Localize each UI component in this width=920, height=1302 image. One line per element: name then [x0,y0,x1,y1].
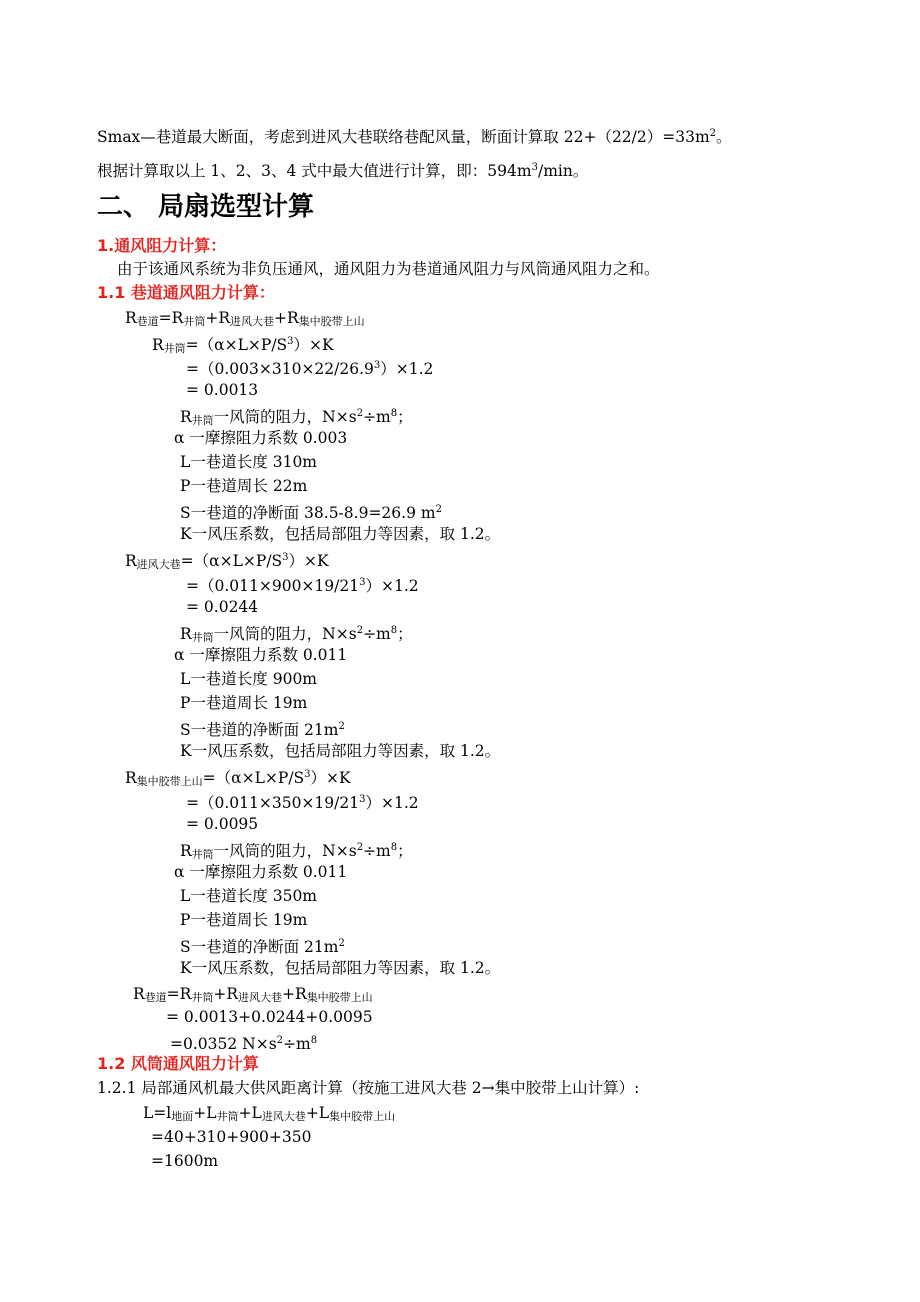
lane-resistance-equation: $R_{巷道}=R_{井筒}+R_{进风大巷}+R_{集中胶带上山}$ [125,309,365,328]
inlet-def-l: L一巷道长度 900m [180,670,318,688]
total-equation: $R_{巷道}=R_{井筒}+R_{进风大巷}+R_{集中胶带上山}$ [133,985,373,1004]
belt-def-s: S一巷道的净断面 $21m^2$ [180,938,345,956]
smax-definition: Smax—巷道最大断面，考虑到进风大巷联络巷配风量，断面计算取 $22+(22/2)=33m^2$。 [97,128,732,146]
inlet-calculation: $=(0.011\times 900\times 19/21^3)\times 1.2$ [186,577,419,595]
belt-def-l: L一巷道长度 350m [180,887,318,905]
inlet-def-p: P一巷道周长 19m [180,694,308,712]
belt-def-p: P一巷道周长 19m [180,911,308,929]
inlet-def-alpha: α 一摩擦阻力系数 0.011 [174,646,348,664]
belt-def-k: K一风压系数，包括局部阻力等因素，取 1.2。 [180,959,501,977]
inlet-result: = 0.0244 [186,598,259,616]
heading-1-description: 由于该通风系统为非负压通风，通风阻力为巷道通风阻力与风筒通风阻力之和。 [117,260,660,278]
belt-calculation: $=(0.011\times 350\times 19/21^3)\times 1.2$ [186,794,419,812]
shaft-def-s: S一巷道的净断面 38.5-8.9=26.9 $m^2$ [180,504,442,522]
distance-sum: =40+310+900+350 [151,1128,312,1146]
shaft-def-alpha: α 一摩擦阻力系数 0.003 [174,429,348,447]
shaft-formula: $R_{井筒}=(\alpha\times L\times P/S^3)\times K$ [152,336,334,355]
heading-1-2-1: 1.2.1 局部通风机最大供风距离计算（按施工进风大巷 2→集中胶带上山计算）: [97,1079,640,1097]
belt-def-alpha: α 一摩擦阻力系数 0.011 [174,863,348,881]
shaft-result: = 0.0013 [186,381,259,399]
belt-def-r: $R_{井筒}$一风筒的阻力，$N\times s^2\div m^8$； [180,842,413,861]
shaft-def-p: P一巷道周长 22m [180,477,308,495]
distance-equation: $L=l_{地面}+L_{井筒}+L_{进风大巷}+L_{集中胶带上山}$ [143,1104,396,1123]
heading-1: 1.通风阻力计算： [97,236,227,255]
heading-1-1: 1.1 巷道通风阻力计算： [97,283,275,302]
inlet-def-r: $R_{井筒}$一风筒的阻力，$N\times s^2\div m^8$； [180,625,413,644]
belt-result: = 0.0095 [186,815,259,833]
inlet-def-s: S一巷道的净断面 $21m^2$ [180,721,345,739]
shaft-def-l: L一巷道长度 310m [180,453,318,471]
shaft-def-k: K一风压系数，包括局部阻力等因素，取 1.2。 [180,525,501,543]
heading-1-2: 1.2 风筒通风阻力计算 [97,1054,259,1073]
section-2-title: 二、 局扇选型计算 [97,192,315,222]
max-value-result: 根据计算取以上 1、2、3、4 式中最大值进行计算，即：$594m^3/\min$。 [97,162,589,180]
total-result: =0.0352 $N\times s^2\div m^8$ [170,1035,318,1053]
inlet-def-k: K一风压系数，包括局部阻力等因素，取 1.2。 [180,742,501,760]
belt-formula: $R_{集中胶带上山}=(\alpha\times L\times P/S^3)\times K$ [125,769,351,788]
distance-result: =1600m [151,1152,219,1170]
shaft-def-r: $R_{井筒}$一风筒的阻力，$N\times s^2\div m^8$； [180,408,413,427]
total-sum: = 0.0013+0.0244+0.0095 [166,1008,373,1026]
shaft-calculation: $=(0.003\times 310\times 22/26.9^3)\times 1.2$ [186,360,434,378]
inlet-formula: $R_{进风大巷}=(\alpha\times L\times P/S^3)\times K$ [125,552,329,571]
